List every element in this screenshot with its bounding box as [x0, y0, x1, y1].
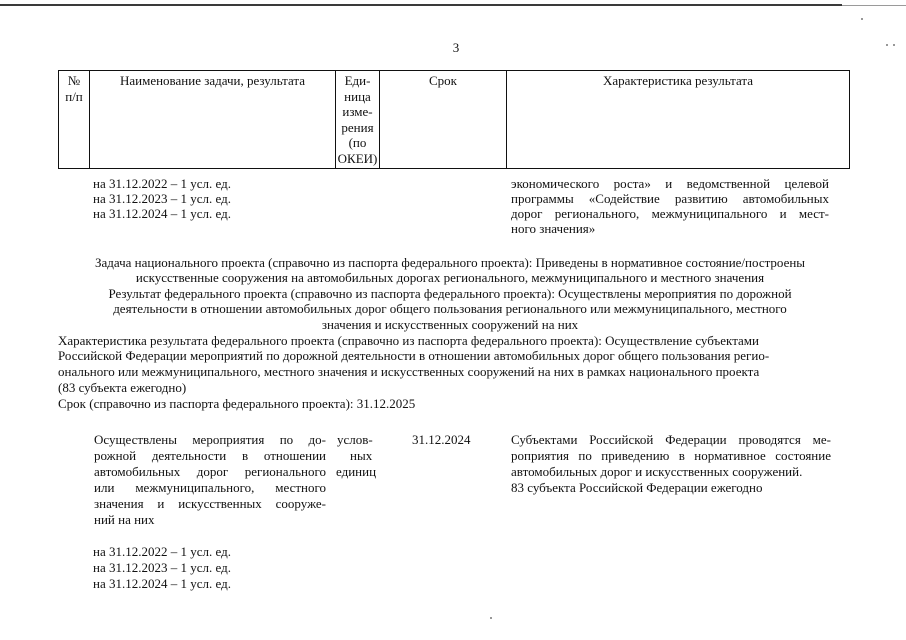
row-deadline: 31.12.2024	[412, 432, 471, 447]
row-unit-line: услов-	[337, 432, 373, 447]
header-task-name: Наименование задачи, результата	[119, 73, 306, 88]
row-characteristic-line: Субъектами Российской Федерации проводятся ме-	[511, 432, 831, 447]
header-number-line: №	[67, 73, 81, 88]
header-unit-line: изме-	[342, 104, 373, 119]
milestone-line: на 31.12.2024 – 1 усл. ед.	[93, 206, 231, 221]
header-unit-line: (по	[348, 135, 367, 150]
scan-speck	[490, 617, 492, 619]
project-task-line: Задача национального проекта (справочно из паспорта федерального проекта): Приведены в нормативное состояние/построены	[94, 255, 806, 270]
header-col-number	[59, 71, 90, 168]
row-unit-line: ных	[350, 448, 373, 463]
project-characteristic-line: онального или межмуниципального, местного значения и искусственных сооружений на них в рамках национального проекта	[58, 364, 760, 379]
project-deadline-line: Срок (справочно из паспорта федерального проекта): 31.12.2025	[58, 396, 416, 411]
project-characteristic-line: (83 субъекта ежегодно)	[58, 380, 187, 395]
header-unit-line: ница	[344, 88, 371, 104]
top-border-line	[0, 4, 842, 6]
row-name-line: автомобильных дорог регионального	[94, 464, 326, 479]
top-border-line-thin	[842, 5, 906, 6]
table-header	[58, 70, 850, 169]
scan-speck	[861, 18, 863, 20]
row-characteristic-line: автомобильных дорог и искусственных сооружений.	[511, 464, 803, 479]
header-col-deadline	[380, 71, 507, 168]
project-characteristic-line: Российской Федерации мероприятий по дорожной деятельности в отношении автомобильных дорог общего пользования регио-	[58, 348, 770, 363]
characteristic-line: дорог регионального, межмуниципального и мест-	[511, 206, 829, 221]
page-number: 3	[452, 40, 460, 55]
milestone-line: на 31.12.2024 – 1 усл. ед.	[93, 576, 231, 591]
characteristic-line: программы «Содействие развитию автомобильных	[511, 191, 829, 206]
header-unit-line: Еди-	[344, 73, 371, 88]
row-name-line: рожной деятельности в отношении	[94, 448, 326, 463]
scan-speck	[886, 44, 888, 46]
header-unit-line: ОКЕИ)	[337, 150, 378, 166]
scan-speck	[893, 44, 895, 46]
milestone-line: на 31.12.2022 – 1 усл. ед.	[93, 544, 231, 559]
header-col-characteristic	[507, 71, 849, 168]
row-name-line: Осуществлены мероприятия по до-	[94, 432, 326, 447]
row-unit-line: единиц	[336, 464, 377, 479]
project-result-line: Результат федерального проекта (справочно из паспорта федерального проекта): Осуществлены мероприятия по дорожной	[108, 286, 792, 301]
row-name-line: ний на них	[94, 512, 155, 527]
project-result-line: деятельности в отношении автомобильных дорог общего пользования регионального или межмуниципального, местного	[113, 301, 787, 316]
header-unit-line: рения	[341, 119, 374, 135]
row-name-line: значения и искусственных сооруже-	[94, 496, 326, 511]
header-deadline: Срок	[429, 73, 457, 88]
header-col-unit	[336, 71, 380, 168]
header-characteristic: Характеристика результата	[602, 73, 754, 88]
project-result-line: значения и искусственных сооружений на них	[321, 317, 579, 332]
characteristic-line: ного значения»	[511, 221, 596, 236]
milestone-line: на 31.12.2023 – 1 усл. ед.	[93, 560, 231, 575]
milestone-line: на 31.12.2022 – 1 усл. ед.	[93, 176, 231, 191]
milestone-line: на 31.12.2023 – 1 усл. ед.	[93, 191, 231, 206]
characteristic-line: экономического роста» и ведомственной целевой	[511, 176, 829, 191]
row-name-line: или межмуниципального, местного	[94, 480, 326, 495]
project-characteristic-line: Характеристика результата федерального проекта (справочно из паспорта федерального проекта): Осуществление субъектами	[58, 333, 759, 348]
header-col-task-name	[90, 71, 336, 168]
header-number-line: п/п	[65, 88, 83, 104]
row-characteristic-line: 83 субъекта Российской Федерации ежегодно	[511, 480, 763, 495]
project-task-line: искусственные сооружения на автомобильных дорогах регионального, межмуниципального и местного значения	[135, 270, 765, 285]
row-characteristic-line: роприятия по приведению в нормативное состояние	[511, 448, 831, 463]
